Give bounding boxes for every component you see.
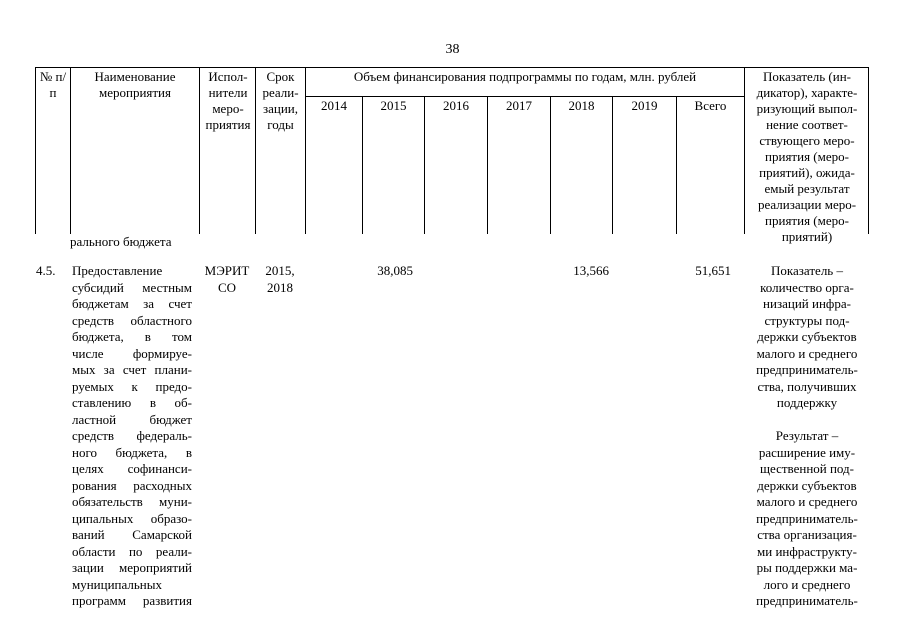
value-2015: 38,085 <box>377 263 413 278</box>
measure-name-line: средств федераль- <box>72 428 192 443</box>
measure-name-line: области по реали- <box>72 543 192 559</box>
executor <box>198 263 256 296</box>
indicator-line: количество орга- <box>760 279 854 295</box>
header-total: Всего <box>694 98 727 113</box>
result-line: щественной под- <box>759 461 855 476</box>
measure-name-line: зации мероприятий <box>72 560 192 575</box>
row-number: 4.5. <box>36 263 56 278</box>
measure-name-line: бюджета, в том <box>72 329 192 344</box>
measure-name-line: ваний Самарской <box>72 527 192 542</box>
result-line: малого и среднего <box>756 494 858 509</box>
header-year-2018: 2018 <box>568 98 595 113</box>
measure-name-line: мых за счет плани- <box>72 362 192 377</box>
col-border <box>744 67 745 234</box>
year-row-border <box>305 96 744 97</box>
col-border <box>255 67 256 234</box>
indicator-line: Показатель – <box>771 263 843 278</box>
executor-line: МЭРИТ <box>204 263 250 278</box>
measure-name-line: ставлению в об- <box>72 395 192 410</box>
header-name: Наименование мероприятия <box>94 69 176 100</box>
executor-line: СО <box>217 279 237 295</box>
measure-name-line: средств областного <box>72 312 192 328</box>
implementation-term <box>256 263 304 296</box>
header-term: Срок реали- зации, годы <box>262 69 299 132</box>
measure-name-line: Предоставление <box>72 263 163 278</box>
result-line: Результат – <box>775 428 839 443</box>
value-2018: 13,566 <box>573 263 609 278</box>
col-border <box>35 67 36 234</box>
header-num: № п/п <box>39 69 67 100</box>
table-row <box>0 263 905 640</box>
measure-name-line: программ развития <box>72 593 192 608</box>
col-border <box>487 96 488 234</box>
col-border <box>676 96 677 234</box>
col-border <box>612 96 613 234</box>
col-border <box>424 96 425 234</box>
measure-name-line: ластной бюджет <box>72 411 192 427</box>
measure-name-line: рования расходных <box>72 477 192 493</box>
header-year-2015: 2015 <box>380 98 407 113</box>
measure-name-line: ного бюджета, в <box>72 444 192 460</box>
result-line: держки субъектов <box>757 477 857 493</box>
result-line: ми инфраструкту- <box>757 543 857 559</box>
continuation-text: рального бюджета <box>70 234 172 249</box>
col-border <box>550 96 551 234</box>
measure-name-line: целях софинанси- <box>72 461 192 476</box>
term-line: 2015, <box>265 263 295 278</box>
indicator-line: низаций инфра- <box>763 296 851 311</box>
indicator-line: поддержку <box>776 395 838 410</box>
header-year-2017: 2017 <box>506 98 532 113</box>
header-indicator: Показатель (ин- дикатор), характе- ризующий выпол- нение соответ- ствующего меро- приятия (меро- приятий), ожида- емый результат реализации меро- приятия (меро- приятий) <box>756 69 858 244</box>
value-total: 51,651 <box>695 263 731 278</box>
result-line: предприниматель- <box>756 510 858 526</box>
indicator-text <box>745 263 869 610</box>
col-border <box>305 67 306 234</box>
col-border <box>868 67 869 234</box>
indicator-line: предприниматель- <box>756 362 858 377</box>
indicator-line: ства, получивших <box>757 378 857 394</box>
result-line: расширение иму- <box>758 444 856 460</box>
result-line: ры поддержки ма- <box>756 560 858 575</box>
col-border <box>199 67 200 234</box>
col-border <box>362 96 363 234</box>
measure-name-line: бюджетам за счет <box>72 296 192 311</box>
measure-name-line: субсидий местным <box>72 279 192 295</box>
measure-name-line: руемых к предо- <box>72 378 192 394</box>
measure-name-line: ципальных образо- <box>72 510 192 526</box>
col-border <box>70 67 71 234</box>
header-executors: Испол- нители меро- приятия <box>205 69 251 132</box>
measure-name-line: обязательств муни- <box>72 494 192 509</box>
measure-name-line: числе формируе- <box>72 345 192 361</box>
header-funding: Объем финансирования подпрограммы по годам, млн. рублей <box>353 69 697 84</box>
term-line: 2018 <box>267 279 293 295</box>
header-year-2019: 2019 <box>631 98 658 113</box>
result-line: ства организация- <box>757 527 857 542</box>
indicator-line: малого и среднего <box>756 345 858 361</box>
result-line: лого и среднего <box>763 576 851 592</box>
result-line: предприниматель- <box>756 593 858 608</box>
header-year-2014: 2014 <box>321 98 347 113</box>
paragraph-gap <box>745 412 869 429</box>
header-year-2016: 2016 <box>443 98 469 113</box>
measure-name-line: муниципальных <box>72 576 163 592</box>
indicator-line: держки субъектов <box>757 329 857 344</box>
page-number: 38 <box>445 42 460 57</box>
measure-name <box>72 263 192 610</box>
indicator-line: структуры под- <box>764 312 850 328</box>
